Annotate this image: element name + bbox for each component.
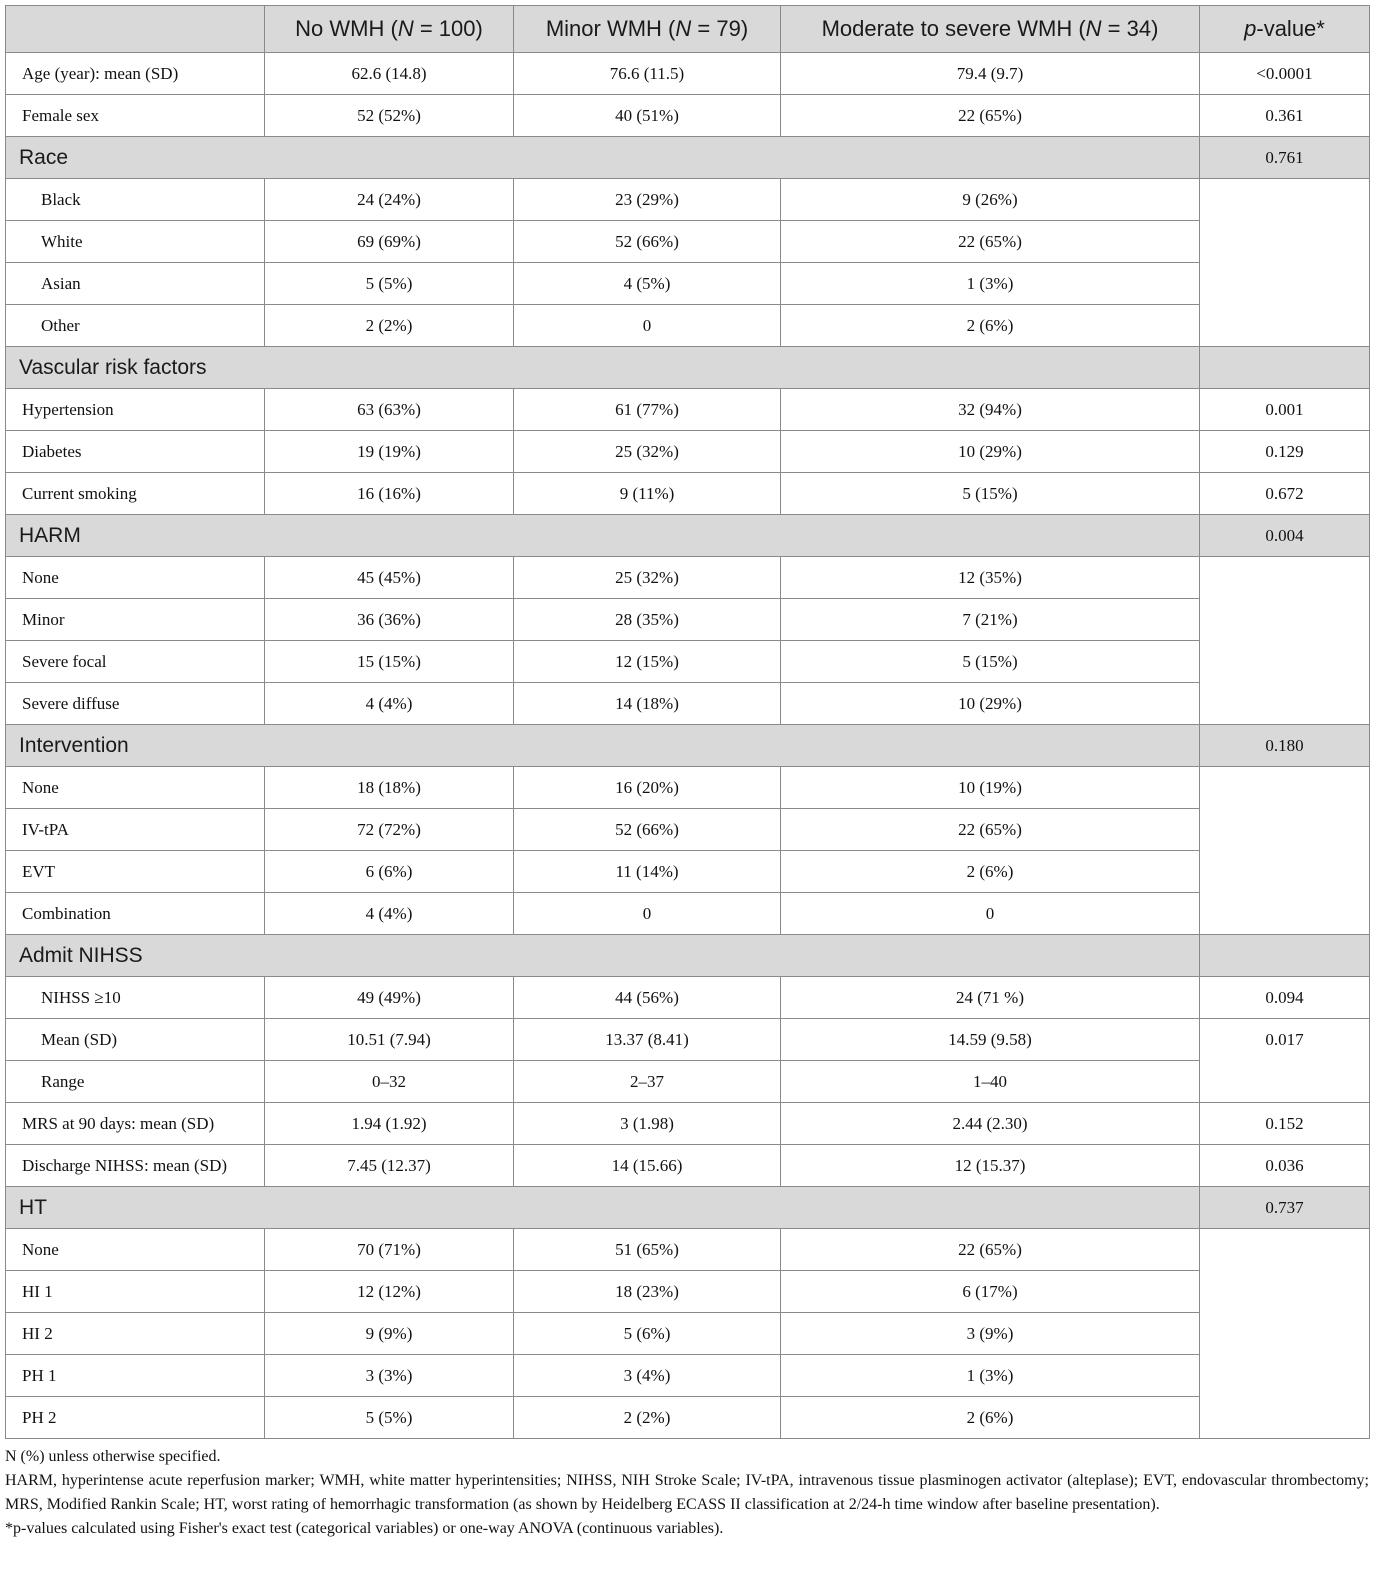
cell-minor-wmh: 2–37 [514, 1061, 781, 1103]
section-row [6, 1187, 1370, 1229]
footnote-p-values: *p-values calculated using Fisher's exact test (categorical variables) or one-way ANOVA (continuous variables). [5, 1520, 724, 1537]
section-label: Vascular risk factors [6, 347, 1200, 389]
cell-minor-wmh: 25 (32%) [514, 557, 781, 599]
cell-minor-wmh: 40 (51%) [514, 95, 781, 137]
section-label: Admit NIHSS [6, 935, 1200, 977]
row-label: Current smoking [6, 473, 265, 515]
cell-minor-wmh: 61 (77%) [514, 389, 781, 431]
footnotes [5, 1445, 1369, 1541]
cell-no-wmh: 10.51 (7.94) [265, 1019, 514, 1061]
table-row [6, 1061, 1370, 1103]
cell-moderate-severe-wmh: 12 (15.37) [781, 1145, 1200, 1187]
table-row [6, 977, 1370, 1019]
table-row [6, 893, 1370, 935]
cell-p-value [1200, 179, 1370, 347]
cell-minor-wmh: 9 (11%) [514, 473, 781, 515]
row-label: Severe focal [6, 641, 265, 683]
cell-p-value: 0.361 [1200, 95, 1370, 137]
cell-no-wmh: 12 (12%) [265, 1271, 514, 1313]
cell-minor-wmh: 14 (15.66) [514, 1145, 781, 1187]
cell-p-value: 0.094 [1200, 977, 1370, 1019]
cell-no-wmh: 24 (24%) [265, 179, 514, 221]
table-row [6, 557, 1370, 599]
row-label: Diabetes [6, 431, 265, 473]
cell-no-wmh: 0–32 [265, 1061, 514, 1103]
section-p-value: 0.004 [1200, 515, 1370, 557]
row-label: PH 1 [6, 1355, 265, 1397]
row-label: Black [6, 179, 265, 221]
row-label: Severe diffuse [6, 683, 265, 725]
cell-moderate-severe-wmh: 12 (35%) [781, 557, 1200, 599]
row-label: NIHSS ≥10 [6, 977, 265, 1019]
cell-moderate-severe-wmh: 2 (6%) [781, 305, 1200, 347]
row-label: Female sex [6, 95, 265, 137]
cell-no-wmh: 36 (36%) [265, 599, 514, 641]
cell-moderate-severe-wmh: 5 (15%) [781, 641, 1200, 683]
section-row [6, 137, 1370, 179]
cell-minor-wmh: 52 (66%) [514, 809, 781, 851]
section-row [6, 515, 1370, 557]
section-label: HARM [6, 515, 1200, 557]
cell-minor-wmh: 0 [514, 893, 781, 935]
cell-moderate-severe-wmh: 14.59 (9.58) [781, 1019, 1200, 1061]
cell-moderate-severe-wmh: 0 [781, 893, 1200, 935]
cell-moderate-severe-wmh: 22 (65%) [781, 809, 1200, 851]
cell-moderate-severe-wmh: 32 (94%) [781, 389, 1200, 431]
row-label: EVT [6, 851, 265, 893]
table-row [6, 431, 1370, 473]
cell-p-value: <0.0001 [1200, 53, 1370, 95]
cell-no-wmh: 18 (18%) [265, 767, 514, 809]
footnote-unit: N (%) unless otherwise specified. [5, 1448, 221, 1465]
section-label: HT [6, 1187, 1200, 1229]
header-minor-wmh: Minor WMH (N = 79) [514, 6, 781, 53]
cell-no-wmh: 4 (4%) [265, 683, 514, 725]
cell-minor-wmh: 3 (4%) [514, 1355, 781, 1397]
table-row [6, 809, 1370, 851]
cell-p-value: 0.001 [1200, 389, 1370, 431]
cell-moderate-severe-wmh: 9 (26%) [781, 179, 1200, 221]
cell-no-wmh: 15 (15%) [265, 641, 514, 683]
table-row [6, 53, 1370, 95]
cell-minor-wmh: 18 (23%) [514, 1271, 781, 1313]
cell-moderate-severe-wmh: 5 (15%) [781, 473, 1200, 515]
section-p-value: 0.761 [1200, 137, 1370, 179]
cell-moderate-severe-wmh: 10 (19%) [781, 767, 1200, 809]
section-p-value [1200, 347, 1370, 389]
table-row [6, 179, 1370, 221]
cell-minor-wmh: 52 (66%) [514, 221, 781, 263]
section-p-value: 0.180 [1200, 725, 1370, 767]
cell-minor-wmh: 28 (35%) [514, 599, 781, 641]
cell-moderate-severe-wmh: 22 (65%) [781, 1229, 1200, 1271]
cell-no-wmh: 4 (4%) [265, 893, 514, 935]
cell-moderate-severe-wmh: 2 (6%) [781, 851, 1200, 893]
table-row [6, 683, 1370, 725]
cell-p-value: 0.152 [1200, 1103, 1370, 1145]
section-label: Race [6, 137, 1200, 179]
cell-moderate-severe-wmh: 1 (3%) [781, 1355, 1200, 1397]
cell-minor-wmh: 13.37 (8.41) [514, 1019, 781, 1061]
baseline-characteristics-table [5, 5, 1370, 1439]
cell-minor-wmh: 3 (1.98) [514, 1103, 781, 1145]
cell-no-wmh: 16 (16%) [265, 473, 514, 515]
header-p-value: p-value* [1200, 6, 1370, 53]
cell-minor-wmh: 14 (18%) [514, 683, 781, 725]
cell-minor-wmh: 0 [514, 305, 781, 347]
cell-moderate-severe-wmh: 22 (65%) [781, 221, 1200, 263]
cell-moderate-severe-wmh: 2.44 (2.30) [781, 1103, 1200, 1145]
cell-moderate-severe-wmh: 1 (3%) [781, 263, 1200, 305]
table-row [6, 851, 1370, 893]
table-row [6, 1313, 1370, 1355]
cell-no-wmh: 63 (63%) [265, 389, 514, 431]
row-label: Hypertension [6, 389, 265, 431]
table-row [6, 95, 1370, 137]
table-row [6, 1355, 1370, 1397]
cell-no-wmh: 1.94 (1.92) [265, 1103, 514, 1145]
cell-moderate-severe-wmh: 1–40 [781, 1061, 1200, 1103]
table-row [6, 599, 1370, 641]
cell-minor-wmh: 5 (6%) [514, 1313, 781, 1355]
cell-moderate-severe-wmh: 7 (21%) [781, 599, 1200, 641]
section-p-value: 0.737 [1200, 1187, 1370, 1229]
table-row [6, 1103, 1370, 1145]
row-label: None [6, 557, 265, 599]
table-row [6, 1145, 1370, 1187]
cell-moderate-severe-wmh: 10 (29%) [781, 683, 1200, 725]
table-body [6, 53, 1370, 1439]
section-label: Intervention [6, 725, 1200, 767]
footnote-abbreviations: HARM, hyperintense acute reperfusion marker; WMH, white matter hyperintensities; NIHSS, NIH Stroke Scale; IV-tPA, intravenous tissue plasminogen activator (alteplase); EVT, endovascular thrombectomy; MRS, Modified Rankin Scale; HT, worst rating of hemorrhagic transformation (as shown by Heidelberg ECASS II classification at 2/24-h time window after baseline presentation). [5, 1472, 1369, 1513]
row-label: None [6, 767, 265, 809]
table-row [6, 1229, 1370, 1271]
row-label: Range [6, 1061, 265, 1103]
table-container [5, 5, 1369, 1541]
cell-no-wmh: 5 (5%) [265, 1397, 514, 1439]
section-row [6, 725, 1370, 767]
section-p-value [1200, 935, 1370, 977]
cell-no-wmh: 6 (6%) [265, 851, 514, 893]
table-row [6, 221, 1370, 263]
cell-moderate-severe-wmh: 2 (6%) [781, 1397, 1200, 1439]
cell-p-value [1200, 767, 1370, 935]
cell-minor-wmh: 16 (20%) [514, 767, 781, 809]
cell-minor-wmh: 4 (5%) [514, 263, 781, 305]
section-row [6, 347, 1370, 389]
row-label: Asian [6, 263, 265, 305]
cell-minor-wmh: 51 (65%) [514, 1229, 781, 1271]
cell-no-wmh: 19 (19%) [265, 431, 514, 473]
cell-moderate-severe-wmh: 79.4 (9.7) [781, 53, 1200, 95]
header-no-wmh: No WMH (N = 100) [265, 6, 514, 53]
header-row [6, 6, 1370, 53]
cell-p-value [1200, 557, 1370, 725]
cell-p-value [1200, 1229, 1370, 1439]
table-row [6, 263, 1370, 305]
cell-no-wmh: 2 (2%) [265, 305, 514, 347]
cell-moderate-severe-wmh: 22 (65%) [781, 95, 1200, 137]
cell-minor-wmh: 11 (14%) [514, 851, 781, 893]
cell-no-wmh: 5 (5%) [265, 263, 514, 305]
row-label: White [6, 221, 265, 263]
cell-minor-wmh: 76.6 (11.5) [514, 53, 781, 95]
row-label: Combination [6, 893, 265, 935]
cell-p-value: 0.017 [1200, 1019, 1370, 1103]
cell-no-wmh: 3 (3%) [265, 1355, 514, 1397]
table-row [6, 389, 1370, 431]
row-label: None [6, 1229, 265, 1271]
table-row [6, 641, 1370, 683]
cell-no-wmh: 70 (71%) [265, 1229, 514, 1271]
cell-no-wmh: 72 (72%) [265, 809, 514, 851]
cell-moderate-severe-wmh: 10 (29%) [781, 431, 1200, 473]
row-label: Minor [6, 599, 265, 641]
row-label: PH 2 [6, 1397, 265, 1439]
cell-no-wmh: 69 (69%) [265, 221, 514, 263]
cell-no-wmh: 9 (9%) [265, 1313, 514, 1355]
cell-moderate-severe-wmh: 6 (17%) [781, 1271, 1200, 1313]
cell-no-wmh: 49 (49%) [265, 977, 514, 1019]
row-label: Mean (SD) [6, 1019, 265, 1061]
row-label: HI 2 [6, 1313, 265, 1355]
cell-no-wmh: 7.45 (12.37) [265, 1145, 514, 1187]
table-row [6, 473, 1370, 515]
header-label [6, 6, 265, 53]
table-row [6, 1019, 1370, 1061]
cell-moderate-severe-wmh: 24 (71 %) [781, 977, 1200, 1019]
cell-no-wmh: 62.6 (14.8) [265, 53, 514, 95]
cell-minor-wmh: 44 (56%) [514, 977, 781, 1019]
cell-minor-wmh: 25 (32%) [514, 431, 781, 473]
cell-p-value: 0.129 [1200, 431, 1370, 473]
row-label: Age (year): mean (SD) [6, 53, 265, 95]
cell-p-value: 0.036 [1200, 1145, 1370, 1187]
row-label: Other [6, 305, 265, 347]
cell-p-value: 0.672 [1200, 473, 1370, 515]
table-row [6, 1271, 1370, 1313]
section-row [6, 935, 1370, 977]
cell-moderate-severe-wmh: 3 (9%) [781, 1313, 1200, 1355]
row-label: Discharge NIHSS: mean (SD) [6, 1145, 265, 1187]
table-row [6, 305, 1370, 347]
cell-minor-wmh: 12 (15%) [514, 641, 781, 683]
cell-minor-wmh: 23 (29%) [514, 179, 781, 221]
row-label: HI 1 [6, 1271, 265, 1313]
table-row [6, 767, 1370, 809]
table-row [6, 1397, 1370, 1439]
cell-minor-wmh: 2 (2%) [514, 1397, 781, 1439]
cell-no-wmh: 45 (45%) [265, 557, 514, 599]
header-moderate-severe-wmh: Moderate to severe WMH (N = 34) [781, 6, 1200, 53]
row-label: IV-tPA [6, 809, 265, 851]
row-label: MRS at 90 days: mean (SD) [6, 1103, 265, 1145]
cell-no-wmh: 52 (52%) [265, 95, 514, 137]
